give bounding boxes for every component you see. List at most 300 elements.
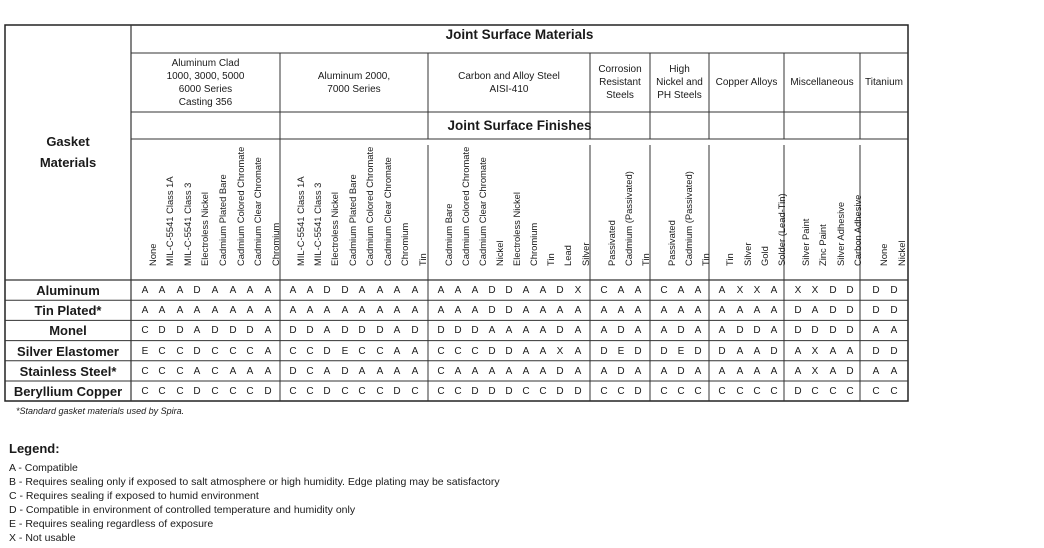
finish-label-text: Cadmium Plated Bare bbox=[217, 174, 228, 266]
table-cell: D bbox=[890, 305, 898, 317]
table-cell: D bbox=[556, 365, 564, 377]
table-cell: D bbox=[634, 386, 642, 397]
table-cell: A bbox=[522, 365, 530, 377]
table-cell: A bbox=[488, 365, 496, 377]
table-cell: A bbox=[539, 285, 547, 296]
table-cell: C bbox=[289, 345, 297, 357]
table-cell: D bbox=[794, 305, 802, 317]
table-cell: D bbox=[471, 325, 479, 337]
legend-item: D - Compatible in environment of controlled temperature and humidity only bbox=[9, 504, 356, 516]
table-cell: A bbox=[193, 305, 201, 317]
table-cell: D bbox=[736, 325, 744, 337]
table-cell: C bbox=[211, 386, 219, 397]
finish-label-text: Zinc Paint bbox=[817, 224, 828, 266]
table-cell: A bbox=[753, 305, 761, 317]
finish-label-text: Silver Adhesive bbox=[835, 201, 846, 266]
finish-label bbox=[373, 146, 393, 276]
table-cell: A bbox=[634, 325, 642, 337]
finish-label-text: None bbox=[878, 243, 889, 266]
table-cell: D bbox=[411, 325, 419, 337]
table-cell: C bbox=[437, 345, 445, 357]
table-cell: C bbox=[358, 345, 366, 357]
table-cell: D bbox=[694, 345, 702, 357]
finish-label-text: Cadmium Clear Chromate bbox=[382, 157, 393, 266]
table-cell: C bbox=[341, 386, 349, 397]
table-cell: A bbox=[437, 305, 445, 317]
finish-label-text: MIL-C-5541 Class 1A bbox=[295, 176, 306, 266]
finish-label-text: Silver Paint bbox=[800, 218, 811, 266]
table-cell: D bbox=[246, 325, 254, 337]
table-cell: D bbox=[505, 305, 513, 317]
material-group-label: Aluminum Clad 1000, 3000, 5000 6000 Series Casting 356 bbox=[166, 57, 245, 108]
table-cell: A bbox=[211, 285, 219, 296]
table-cell: X bbox=[574, 285, 582, 296]
table-cell: A bbox=[539, 345, 547, 357]
table-cell: C bbox=[229, 345, 237, 357]
table-cell: D bbox=[846, 305, 854, 317]
finish-label bbox=[451, 146, 471, 276]
table-cell: D bbox=[617, 365, 625, 377]
table-cell: A bbox=[376, 365, 384, 377]
table-cell: C bbox=[718, 386, 726, 397]
table-cell: A bbox=[358, 285, 366, 296]
table-cell: D bbox=[505, 386, 513, 397]
table-cell: A bbox=[718, 305, 726, 317]
table-cell: C bbox=[358, 386, 366, 397]
table-cell: D bbox=[323, 386, 331, 397]
table-cell: A bbox=[289, 305, 297, 317]
table-cell: C bbox=[829, 386, 837, 397]
table-cell: X bbox=[794, 285, 802, 296]
material-group-label: Aluminum 2000, 7000 Series bbox=[317, 70, 391, 95]
table-cell: A bbox=[264, 345, 272, 357]
table-cell: A bbox=[176, 285, 184, 296]
finish-label bbox=[155, 146, 175, 276]
table-cell: A bbox=[677, 285, 685, 296]
table-cell: A bbox=[617, 305, 625, 317]
table-cell: A bbox=[211, 305, 219, 317]
table-cell: A bbox=[488, 325, 496, 337]
table-cell: A bbox=[753, 365, 761, 377]
table-cell: D bbox=[872, 305, 880, 317]
table-cell: C bbox=[770, 386, 778, 397]
gasket-row-label: Stainless Steel* bbox=[19, 363, 117, 379]
table-cell: C bbox=[176, 386, 184, 397]
gasket-row-label: Aluminum bbox=[36, 283, 100, 298]
table-cell: D bbox=[264, 386, 272, 397]
joint-surface-materials-header: Joint Surface Materials bbox=[445, 27, 594, 42]
table-cell: A bbox=[872, 325, 880, 337]
material-group-label: Copper Alloys bbox=[715, 77, 778, 88]
table-cell: A bbox=[471, 285, 479, 296]
finish-label bbox=[715, 146, 735, 276]
table-cell: A bbox=[229, 285, 237, 296]
table-cell: C bbox=[437, 365, 445, 377]
table-cell: A bbox=[574, 305, 582, 317]
table-cell: A bbox=[574, 325, 582, 337]
table-cell: A bbox=[289, 285, 297, 296]
table-cell: A bbox=[264, 305, 272, 317]
table-cell: A bbox=[454, 365, 462, 377]
table-cell: A bbox=[694, 285, 702, 296]
finish-label-text: Cadmium Colored Chromate bbox=[235, 146, 246, 266]
finish-label-text: Cadmium Colored Chromate bbox=[460, 146, 471, 266]
table-cell: D bbox=[488, 285, 496, 296]
table-cell: A bbox=[736, 305, 744, 317]
finish-label-text: MIL-C-5541 Class 3 bbox=[182, 182, 193, 266]
finish-label-text: Cadmium Clear Chromate bbox=[477, 157, 488, 266]
finish-label-text: Nickel bbox=[494, 240, 505, 266]
table-cell: C bbox=[376, 345, 384, 357]
table-cell: C bbox=[660, 386, 668, 397]
finish-label bbox=[243, 146, 263, 276]
finish-label bbox=[767, 146, 787, 276]
gasket-row-label: Silver Elastomer bbox=[17, 343, 119, 359]
finish-label bbox=[674, 146, 694, 276]
table-cell: C bbox=[522, 386, 530, 397]
table-cell: A bbox=[770, 365, 778, 377]
finish-label bbox=[303, 146, 323, 276]
table-cell: A bbox=[718, 325, 726, 337]
table-cell: C bbox=[471, 345, 479, 357]
table-cell: D bbox=[471, 386, 479, 397]
finish-label-text: Chromium bbox=[270, 222, 281, 266]
table-cell: A bbox=[634, 365, 642, 377]
table-cell: A bbox=[872, 365, 880, 377]
table-cell: D bbox=[376, 325, 384, 337]
table-cell: D bbox=[794, 386, 802, 397]
table-cell: D bbox=[358, 325, 366, 337]
table-cell: A bbox=[890, 325, 898, 337]
gasket-row-label: Monel bbox=[49, 323, 87, 339]
finish-label-text: Electroless Nickel bbox=[329, 192, 340, 266]
table-cell: D bbox=[846, 325, 854, 337]
table-cell: A bbox=[393, 285, 401, 296]
finish-label bbox=[614, 146, 634, 276]
material-group-label: Carbon and Alloy Steel AISI-410 bbox=[458, 70, 560, 95]
table-cell: A bbox=[229, 365, 237, 377]
table-cell: A bbox=[393, 365, 401, 377]
material-group-label: Corrosion Resistant Steels bbox=[598, 64, 642, 101]
table-cell: A bbox=[246, 285, 254, 296]
table-cell: D bbox=[193, 345, 201, 357]
table-cell: D bbox=[193, 386, 201, 397]
table-cell: C bbox=[736, 386, 744, 397]
table-cell: D bbox=[211, 325, 219, 337]
table-cell: D bbox=[488, 345, 496, 357]
table-cell: D bbox=[341, 325, 349, 337]
table-cell: D bbox=[193, 285, 201, 296]
table-cell: A bbox=[574, 365, 582, 377]
table-cell: C bbox=[890, 386, 898, 397]
finish-label bbox=[138, 146, 158, 276]
legend-item: C - Requires sealing if exposed to humid environment bbox=[9, 490, 259, 502]
table-cell: D bbox=[289, 325, 297, 337]
finish-label bbox=[190, 146, 210, 276]
table-cell: C bbox=[660, 285, 668, 296]
table-cell: D bbox=[323, 345, 331, 357]
table-cell: A bbox=[411, 365, 419, 377]
table-cell: D bbox=[556, 285, 564, 296]
table-cell: A bbox=[437, 285, 445, 296]
table-cell: A bbox=[471, 305, 479, 317]
finish-label-text: Cadmium Bare bbox=[443, 203, 454, 266]
finish-label-text: Passivated bbox=[606, 220, 617, 266]
table-cell: A bbox=[634, 305, 642, 317]
table-cell: D bbox=[505, 285, 513, 296]
table-cell: C bbox=[872, 386, 880, 397]
table-cell: A bbox=[393, 305, 401, 317]
table-cell: A bbox=[660, 305, 668, 317]
finish-label-text: Gold bbox=[759, 246, 770, 266]
table-cell: D bbox=[794, 325, 802, 337]
finish-label-text: Electroless Nickel bbox=[199, 192, 210, 266]
table-cell: A bbox=[341, 305, 349, 317]
table-cell: A bbox=[246, 365, 254, 377]
table-cell: A bbox=[846, 345, 854, 357]
finish-label-text: Tin bbox=[545, 253, 556, 266]
table-cell: C bbox=[158, 365, 166, 377]
table-cell: C bbox=[176, 345, 184, 357]
table-cell: D bbox=[556, 325, 564, 337]
table-cell: D bbox=[846, 285, 854, 296]
table-cell: A bbox=[677, 305, 685, 317]
finish-label bbox=[536, 146, 556, 276]
table-cell: D bbox=[437, 325, 445, 337]
table-cell: D bbox=[829, 285, 837, 296]
finish-label bbox=[791, 146, 811, 276]
finish-label-text: Cadmium Colored Chromate bbox=[364, 146, 375, 266]
table-cell: X bbox=[811, 365, 819, 377]
finish-label bbox=[519, 146, 539, 276]
joint-surface-finishes-header: Joint Surface Finishes bbox=[447, 118, 592, 133]
finish-label-text: Carbon Adhesive bbox=[852, 194, 863, 266]
table-cell: D bbox=[634, 345, 642, 357]
table-cell: D bbox=[600, 345, 608, 357]
table-cell: C bbox=[141, 386, 149, 397]
table-cell: C bbox=[600, 386, 608, 397]
finish-label-text: Passivated bbox=[666, 220, 677, 266]
finish-label bbox=[553, 146, 573, 276]
table-cell: A bbox=[634, 285, 642, 296]
table-cell: D bbox=[341, 285, 349, 296]
table-cell: D bbox=[229, 325, 237, 337]
table-cell: X bbox=[811, 345, 819, 357]
table-cell: D bbox=[660, 345, 668, 357]
footnote: *Standard gasket materials used by Spira. bbox=[16, 406, 185, 416]
table-cell: E bbox=[141, 345, 149, 357]
table-cell: A bbox=[193, 325, 201, 337]
finish-label-text: Cadmium (Passivated) bbox=[683, 171, 694, 266]
finish-label-text: Tin bbox=[700, 253, 711, 266]
table-cell: A bbox=[617, 285, 625, 296]
legend-item: B - Requires sealing only if exposed to salt atmosphere or high humidity. Edge plating may be satisfactory bbox=[9, 476, 500, 488]
table-cell: A bbox=[323, 305, 331, 317]
table-cell: A bbox=[471, 365, 479, 377]
table-cell: C bbox=[158, 386, 166, 397]
table-cell: E bbox=[617, 345, 625, 357]
table-cell: D bbox=[488, 305, 496, 317]
finish-label-text: Cadmium Plated Bare bbox=[347, 174, 358, 266]
table-cell: A bbox=[158, 305, 166, 317]
gasket-materials-header: Gasket Materials bbox=[39, 134, 97, 170]
finish-label bbox=[657, 146, 677, 276]
table-cell: A bbox=[539, 305, 547, 317]
table-cell: A bbox=[393, 325, 401, 337]
table-cell: D bbox=[158, 325, 166, 337]
table-cell: C bbox=[211, 345, 219, 357]
table-cell: C bbox=[141, 365, 149, 377]
table-cell: A bbox=[600, 305, 608, 317]
table-cell: A bbox=[306, 305, 314, 317]
table-cell: C bbox=[306, 365, 314, 377]
finish-label-text: Tin bbox=[724, 253, 735, 266]
material-group-label: Miscellaneous bbox=[790, 77, 854, 88]
table-cell: A bbox=[794, 345, 802, 357]
finish-label-text: Cadmium Clear Chromate bbox=[252, 157, 263, 266]
table-cell: C bbox=[141, 325, 149, 337]
table-cell: X bbox=[556, 345, 564, 357]
table-cell: A bbox=[556, 305, 564, 317]
table-cell: A bbox=[660, 365, 668, 377]
table-cell: D bbox=[811, 325, 819, 337]
legend bbox=[9, 441, 1009, 545]
table-cell: C bbox=[600, 285, 608, 296]
table-cell: A bbox=[264, 285, 272, 296]
table-cell: D bbox=[176, 325, 184, 337]
finish-label bbox=[808, 146, 828, 276]
table-cell: C bbox=[694, 386, 702, 397]
table-cell: A bbox=[770, 285, 778, 296]
finish-label bbox=[887, 146, 907, 276]
finish-label bbox=[826, 146, 846, 276]
table-cell: D bbox=[574, 386, 582, 397]
finish-label bbox=[502, 146, 522, 276]
table-cell: A bbox=[505, 325, 513, 337]
table-cell: A bbox=[574, 345, 582, 357]
table-cell: D bbox=[829, 325, 837, 337]
table-cell: A bbox=[718, 365, 726, 377]
table-cell: E bbox=[341, 345, 349, 357]
table-cell: C bbox=[211, 365, 219, 377]
table-cell: A bbox=[193, 365, 201, 377]
table-cell: D bbox=[890, 285, 898, 296]
table-cell: C bbox=[454, 386, 462, 397]
table-cell: C bbox=[539, 386, 547, 397]
table-cell: A bbox=[358, 365, 366, 377]
finish-label bbox=[750, 146, 770, 276]
table-cell: C bbox=[246, 386, 254, 397]
table-cell: A bbox=[718, 285, 726, 296]
table-cell: C bbox=[176, 365, 184, 377]
finish-label-text: Lead bbox=[562, 245, 573, 266]
table-cell: C bbox=[306, 386, 314, 397]
table-cell: A bbox=[376, 285, 384, 296]
gasket-row-label: Beryllium Copper bbox=[13, 384, 123, 399]
table-cell: A bbox=[694, 305, 702, 317]
table-cell: D bbox=[556, 386, 564, 397]
finish-label bbox=[320, 146, 340, 276]
material-group-label: Titanium bbox=[865, 77, 903, 88]
table-cell: A bbox=[522, 345, 530, 357]
table-cell: C bbox=[411, 386, 419, 397]
finish-label-text: MIL-C-5541 Class 1A bbox=[164, 176, 175, 266]
finish-label-text: Solder (Lead-Tin) bbox=[776, 193, 787, 266]
material-group-label: High Nickel and PH Steels bbox=[656, 64, 703, 101]
table-cell: A bbox=[358, 305, 366, 317]
finish-label bbox=[733, 146, 753, 276]
legend-item: X - Not usable bbox=[9, 532, 76, 544]
finish-label bbox=[485, 146, 505, 276]
table-cell: C bbox=[158, 345, 166, 357]
finish-label-text: None bbox=[147, 243, 158, 266]
table-cell: D bbox=[393, 386, 401, 397]
table-cell: A bbox=[141, 305, 149, 317]
table-cell: A bbox=[811, 305, 819, 317]
finish-label-text: Electroless Nickel bbox=[511, 192, 522, 266]
table-cell: A bbox=[694, 365, 702, 377]
table-cell: C bbox=[753, 386, 761, 397]
finish-label bbox=[226, 146, 246, 276]
table-cell: C bbox=[289, 386, 297, 397]
finish-label bbox=[571, 146, 591, 276]
finish-label bbox=[286, 146, 306, 276]
table-cell: X bbox=[811, 285, 819, 296]
table-cell: A bbox=[829, 365, 837, 377]
table-cell: A bbox=[323, 365, 331, 377]
finish-label-text: Cadmium (Passivated) bbox=[623, 171, 634, 266]
table-cell: D bbox=[505, 345, 513, 357]
table-cell: A bbox=[600, 325, 608, 337]
table-cell: D bbox=[488, 386, 496, 397]
table-cell: C bbox=[811, 386, 819, 397]
table-cell: A bbox=[176, 305, 184, 317]
table-cell: A bbox=[522, 305, 530, 317]
table-cell: C bbox=[246, 345, 254, 357]
table-cell: D bbox=[872, 285, 880, 296]
table-cell: A bbox=[411, 345, 419, 357]
table-cell: D bbox=[323, 285, 331, 296]
table-cell: A bbox=[539, 365, 547, 377]
gasket-row-label: Tin Plated* bbox=[34, 303, 102, 319]
finish-label-text: Tin bbox=[640, 253, 651, 266]
table-cell: A bbox=[522, 285, 530, 296]
table-cell: D bbox=[306, 325, 314, 337]
finish-label-text: Chromium bbox=[399, 222, 410, 266]
table-cell: D bbox=[872, 345, 880, 357]
finish-label bbox=[843, 146, 863, 276]
table-cell: X bbox=[736, 285, 744, 296]
table-cell: C bbox=[437, 386, 445, 397]
table-cell: C bbox=[306, 345, 314, 357]
table-cell: A bbox=[753, 345, 761, 357]
table-cell: A bbox=[411, 285, 419, 296]
table-cell: A bbox=[736, 365, 744, 377]
table-cell: C bbox=[376, 386, 384, 397]
table-cell: D bbox=[617, 325, 625, 337]
table-cell: A bbox=[454, 285, 462, 296]
table-cell: D bbox=[753, 325, 761, 337]
table-cell: A bbox=[660, 325, 668, 337]
table-cell: A bbox=[264, 325, 272, 337]
finish-label-text: MIL-C-5541 Class 3 bbox=[312, 182, 323, 266]
finish-label bbox=[408, 146, 428, 276]
finish-label bbox=[631, 146, 651, 276]
table-cell: A bbox=[890, 365, 898, 377]
table-cell: A bbox=[158, 285, 166, 296]
table-cell: A bbox=[323, 325, 331, 337]
legend-title: Legend: bbox=[9, 441, 60, 456]
